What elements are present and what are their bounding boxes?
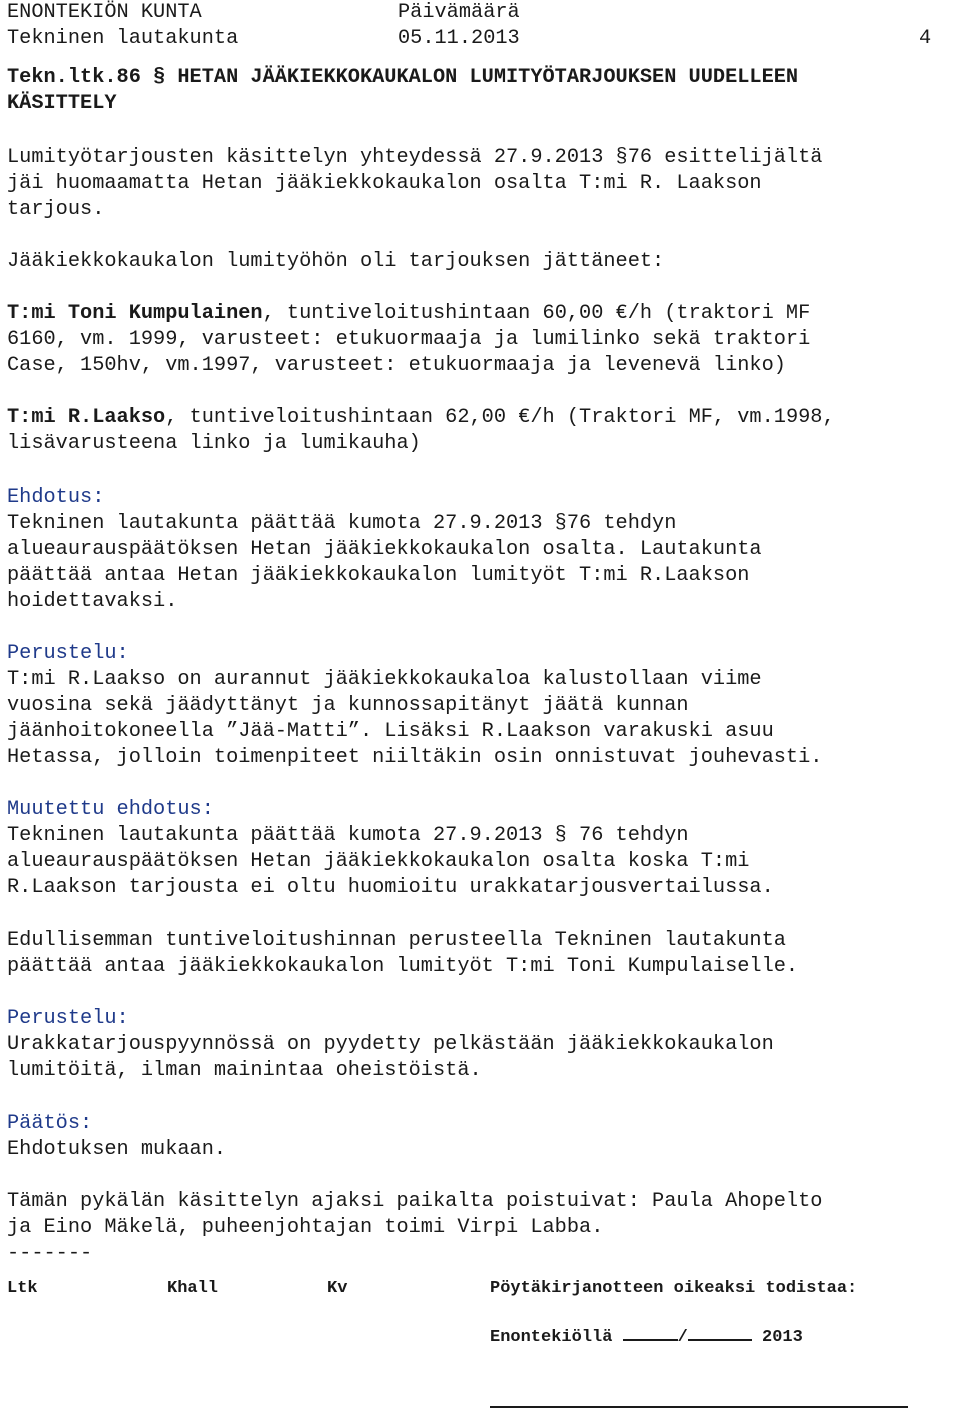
- rationale1-line: jäänhoitokoneella ”Jää-Matti”. Lisäksi R.Laakson varakuski asuu: [7, 720, 774, 743]
- header-date-label: Päivämäärä: [398, 1, 520, 24]
- amended-line: Tekninen lautakunta päättää kumota 27.9.2013 § 76 tehdyn: [7, 824, 689, 847]
- amended-line: R.Laakson tarjousta ei oltu huomioitu urakkatarjousvertailussa.: [7, 876, 774, 899]
- rationale2-line: lumitöitä, ilman mainintaa oheistöistä.: [7, 1059, 482, 1082]
- offers-heading: Jääkiekkokaukalon lumityöhön oli tarjouksen jättäneet:: [7, 250, 665, 273]
- amended-line: päättää antaa jääkiekkokaukalon lumityöt T:mi Toni Kumpulaiselle.: [7, 955, 799, 978]
- proposal-line: päättää antaa Hetan jääkiekkokaukalon lumityöt T:mi R.Laakson: [7, 564, 750, 587]
- section-title-line1: Tekn.ltk.86 § HETAN JÄÄKIEKKOKAUKALON LUMITYÖTARJOUKSEN UUDELLEEN: [7, 66, 799, 89]
- footer-ltk: Ltk: [7, 1279, 38, 1298]
- note-line: ja Eino Mäkelä, puheenjohtajan toimi Virpi Labba.: [7, 1216, 604, 1239]
- rationale1-line: T:mi R.Laakso on aurannut jääkiekkokaukaloa kalustollaan viime: [7, 668, 762, 691]
- header-org: ENONTEKIÖN KUNTA: [7, 1, 202, 24]
- rationale1-heading: Perustelu:: [7, 642, 129, 665]
- intro-line: Lumityötarjousten käsittelyn yhteydessä 27.9.2013 §76 esittelijältä: [7, 146, 823, 169]
- rationale2-line: Urakkatarjouspyynnössä on pyydetty pelkästään jääkiekkokaukalon: [7, 1033, 774, 1056]
- footer-place-date: [490, 1321, 803, 1349]
- footer-khall: Khall: [167, 1279, 219, 1298]
- proposal-heading: Ehdotus:: [7, 486, 105, 509]
- header-body: Tekninen lautakunta: [7, 27, 239, 50]
- rationale1-line: Hetassa, jolloin toimenpiteet niiltäkin osin onnistuvat jouhevasti.: [7, 746, 823, 769]
- decision-text: Ehdotuksen mukaan.: [7, 1138, 227, 1161]
- month-blank: [688, 1321, 752, 1341]
- amended-line: alueaurauspäätöksen Hetan jääkiekkokaukalon osalta koska T:mi: [7, 850, 750, 873]
- decision-heading: Päätös:: [7, 1112, 93, 1135]
- amended-heading: Muutettu ehdotus:: [7, 798, 214, 821]
- footer-year: 2013: [762, 1328, 803, 1347]
- offer1-line2: 6160, vm. 1999, varusteet: etukuormaaja ja lumilinko sekä traktori: [7, 328, 811, 351]
- page-number: 4: [919, 27, 932, 50]
- offer2-price: , tuntiveloitushintaan 62,00 €/h (Traktori MF, vm.1998,: [165, 406, 835, 429]
- offer1-price: , tuntiveloitushintaan 60,00 €/h (traktori MF: [262, 302, 811, 325]
- separator: -------: [7, 1242, 93, 1265]
- footer-kv: Kv: [327, 1279, 348, 1298]
- proposal-line: hoidettavaksi.: [7, 590, 178, 613]
- intro-line: tarjous.: [7, 198, 105, 221]
- amended-line: Edullisemman tuntiveloitushinnan perusteella Tekninen lautakunta: [7, 929, 786, 952]
- proposal-line: alueaurauspäätöksen Hetan jääkiekkokaukalon osalta. Lautakunta: [7, 538, 762, 561]
- rationale2-heading: Perustelu:: [7, 1007, 129, 1030]
- footer-certify: Pöytäkirjanotteen oikeaksi todistaa:: [490, 1279, 858, 1298]
- signature-line: [490, 1406, 908, 1408]
- offer1-line1: [7, 301, 810, 327]
- footer-place: Enontekiöllä: [490, 1328, 613, 1347]
- offer2-line1: [7, 405, 835, 431]
- offer1-line3: Case, 150hv, vm.1997, varusteet: etukuormaaja ja levenevä linko): [7, 354, 786, 377]
- header-date: 05.11.2013: [398, 27, 520, 50]
- footer-slash: /: [677, 1328, 688, 1347]
- offer1-name: T:mi Toni Kumpulainen: [7, 302, 263, 325]
- rationale1-line: vuosina sekä jäädyttänyt ja kunnossapitänyt jäätä kunnan: [7, 694, 689, 717]
- note-line: Tämän pykälän käsittelyn ajaksi paikalta poistuivat: Paula Ahopelto: [7, 1190, 823, 1213]
- day-blank: [623, 1321, 678, 1341]
- section-title-line2: KÄSITTELY: [7, 92, 117, 115]
- proposal-line: Tekninen lautakunta päättää kumota 27.9.2013 §76 tehdyn: [7, 512, 677, 535]
- offer2-name: T:mi R.Laakso: [7, 406, 166, 429]
- offer2-line2: lisävarusteena linko ja lumikauha): [7, 432, 421, 455]
- intro-line: jäi huomaamatta Hetan jääkiekkokaukalon osalta T:mi R. Laakson: [7, 172, 762, 195]
